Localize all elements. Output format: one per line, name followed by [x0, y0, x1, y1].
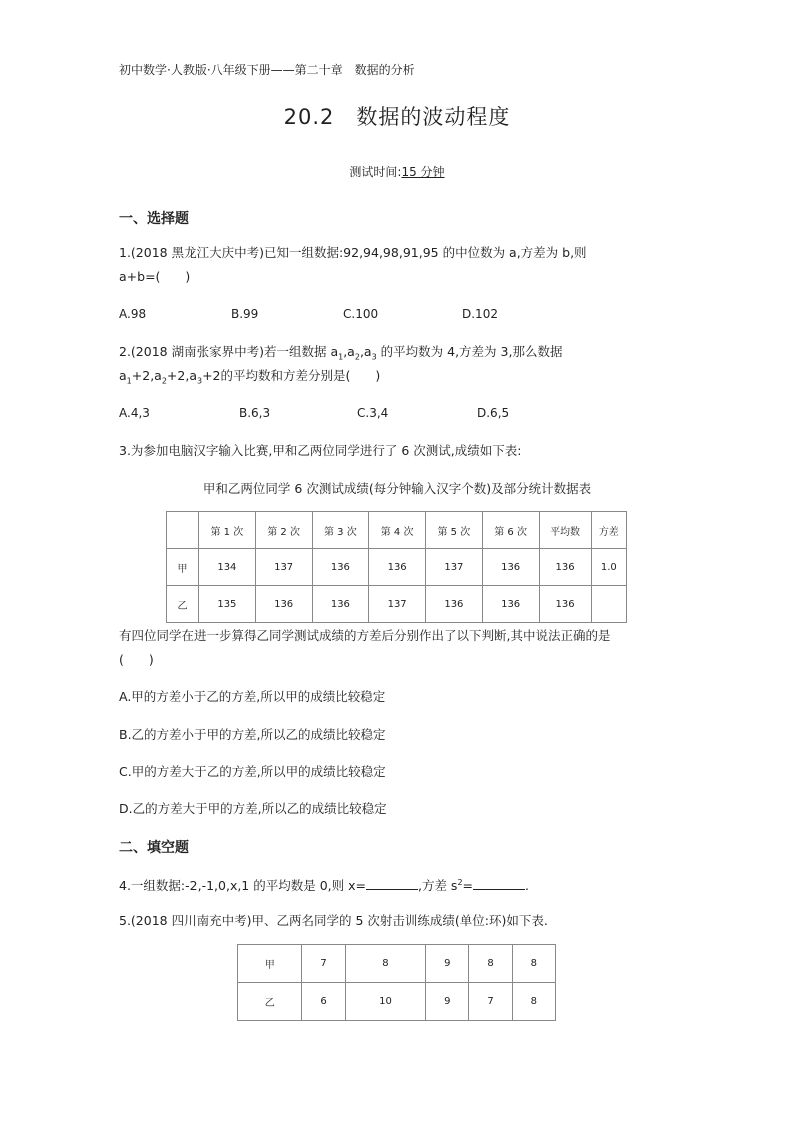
table-cell: 甲	[238, 945, 302, 983]
table-row	[238, 983, 556, 1021]
q5-score-table	[237, 944, 556, 1021]
table-cell: 136	[482, 549, 539, 586]
test-time-label: 测试时间:	[349, 165, 402, 179]
page-title: 20.2 数据的波动程度	[283, 105, 511, 129]
table-cell: 136	[255, 586, 312, 623]
q2-option-c: C.3,4	[357, 406, 389, 420]
table-cell: 137	[369, 586, 426, 623]
q5-line1: 5.(2018 四川南充中考)甲、乙两名同学的 5 次射击训练成绩(单位:环)如下表.	[119, 913, 548, 928]
table-cell: 9	[426, 945, 469, 983]
q2-line2-suffix: 的平均数和方差分别是( )	[220, 368, 381, 383]
table-cell: 136	[539, 586, 591, 623]
q2-line1: 2.(2018 湖南张家界中考)若一组数据 $a_1,a_2,a_3$ 的平均数为 4,方差为 3,那么数据	[119, 344, 563, 362]
table-cell: 136	[312, 586, 369, 623]
q1-option-c: C.100	[343, 307, 379, 321]
table-cell: 第 1 次	[199, 512, 256, 549]
table-cell	[167, 512, 199, 549]
q1-line2: a+b=( )	[119, 269, 191, 284]
q2-option-b: B.6,3	[239, 406, 271, 420]
table-cell: 8	[345, 945, 426, 983]
q4-blank-x[interactable]	[366, 877, 418, 890]
q4-part3: =	[462, 878, 474, 894]
table-cell: 第 2 次	[255, 512, 312, 549]
table-cell: 9	[426, 983, 469, 1021]
q2-prefix: 2.(2018 湖南张家界中考)若一组数据 a	[119, 344, 339, 359]
q4-line: 4.一组数据:-2,-1,0,x,1 的平均数是 0,则 x= ,方差 $s^2=$ .	[119, 878, 530, 894]
table-header-row	[167, 512, 627, 549]
table-row	[238, 945, 556, 983]
table-cell: 乙	[238, 983, 302, 1021]
table-cell: 8	[469, 945, 512, 983]
table-cell: 134	[199, 549, 256, 586]
table-cell: 7	[302, 945, 345, 983]
table-cell: 137	[255, 549, 312, 586]
table-row	[167, 549, 627, 586]
table-cell: 方差	[591, 512, 626, 549]
q3-option-a: A.甲的方差小于乙的方差,所以甲的成绩比较稳定	[119, 689, 386, 704]
table-cell: 第 4 次	[369, 512, 426, 549]
section-choice: 一、选择题	[119, 211, 189, 227]
q1-option-b: B.99	[231, 307, 259, 321]
q2-middle: 的平均数为 4,方差为 3,那么数据	[380, 344, 563, 359]
table-cell: 8	[512, 983, 555, 1021]
q4-part2: ,方差 s	[417, 878, 458, 894]
section-fill: 二、填空题	[119, 840, 189, 856]
table-cell: 136	[482, 586, 539, 623]
q3-table-caption: 甲和乙两位同学 6 次测试成绩(每分钟输入汉字个数)及部分统计数据表	[202, 481, 592, 496]
q1-line1: 1.(2018 黑龙江大庆中考)已知一组数据:92,94,98,91,95 的中位数为 a,方差为 b,则	[119, 245, 587, 260]
q3-after2: ( )	[119, 652, 154, 667]
q3-line1: 3.为参加电脑汉字输入比赛,甲和乙两位同学进行了 6 次测试,成绩如下表:	[119, 443, 522, 458]
table-cell: 8	[512, 945, 555, 983]
table-cell: 136	[369, 549, 426, 586]
table-cell: 第 6 次	[482, 512, 539, 549]
table-cell	[591, 586, 626, 623]
q4-part4: .	[525, 878, 530, 894]
test-time-value: 15 分钟	[401, 165, 445, 179]
q4-part1: 4.一组数据:-2,-1,0,x,1 的平均数是 0,则 x=	[119, 878, 366, 894]
table-cell: 136	[426, 586, 483, 623]
q2-line2: $a_1+2,a_2+2,a_3+2$的平均数和方差分别是( )	[119, 368, 381, 386]
table-cell: 第 3 次	[312, 512, 369, 549]
q2-option-a: A.4,3	[119, 406, 150, 420]
q4-blank-variance[interactable]	[473, 877, 525, 890]
q3-after1: 有四位同学在进一步算得乙同学测试成绩的方差后分别作出了以下判断,其中说法正确的是	[119, 628, 611, 643]
q1-option-d: D.102	[462, 307, 498, 321]
table-cell: 1.0	[591, 549, 626, 586]
table-cell: 7	[469, 983, 512, 1021]
q1-option-a: A.98	[119, 307, 147, 321]
table-row	[167, 586, 627, 623]
table-cell: 乙	[167, 586, 199, 623]
test-time	[0, 163, 794, 180]
table-cell: 甲	[167, 549, 199, 586]
table-cell: 10	[345, 983, 426, 1021]
q3-score-table	[166, 511, 627, 623]
q3-option-c: C.甲的方差大于乙的方差,所以甲的成绩比较稳定	[119, 764, 386, 779]
table-cell: 6	[302, 983, 345, 1021]
table-cell: 平均数	[539, 512, 591, 549]
table-cell: 136	[539, 549, 591, 586]
q2-option-d: D.6,5	[477, 406, 510, 420]
q3-option-d: D.乙的方差大于甲的方差,所以乙的成绩比较稳定	[119, 801, 387, 816]
table-cell: 136	[312, 549, 369, 586]
page-header: 初中数学·人教版·八年级下册——第二十章 数据的分析	[119, 63, 415, 77]
table-cell: 135	[199, 586, 256, 623]
table-cell: 第 5 次	[426, 512, 483, 549]
q3-option-b: B.乙的方差小于甲的方差,所以乙的成绩比较稳定	[119, 727, 386, 742]
table-cell: 137	[426, 549, 483, 586]
